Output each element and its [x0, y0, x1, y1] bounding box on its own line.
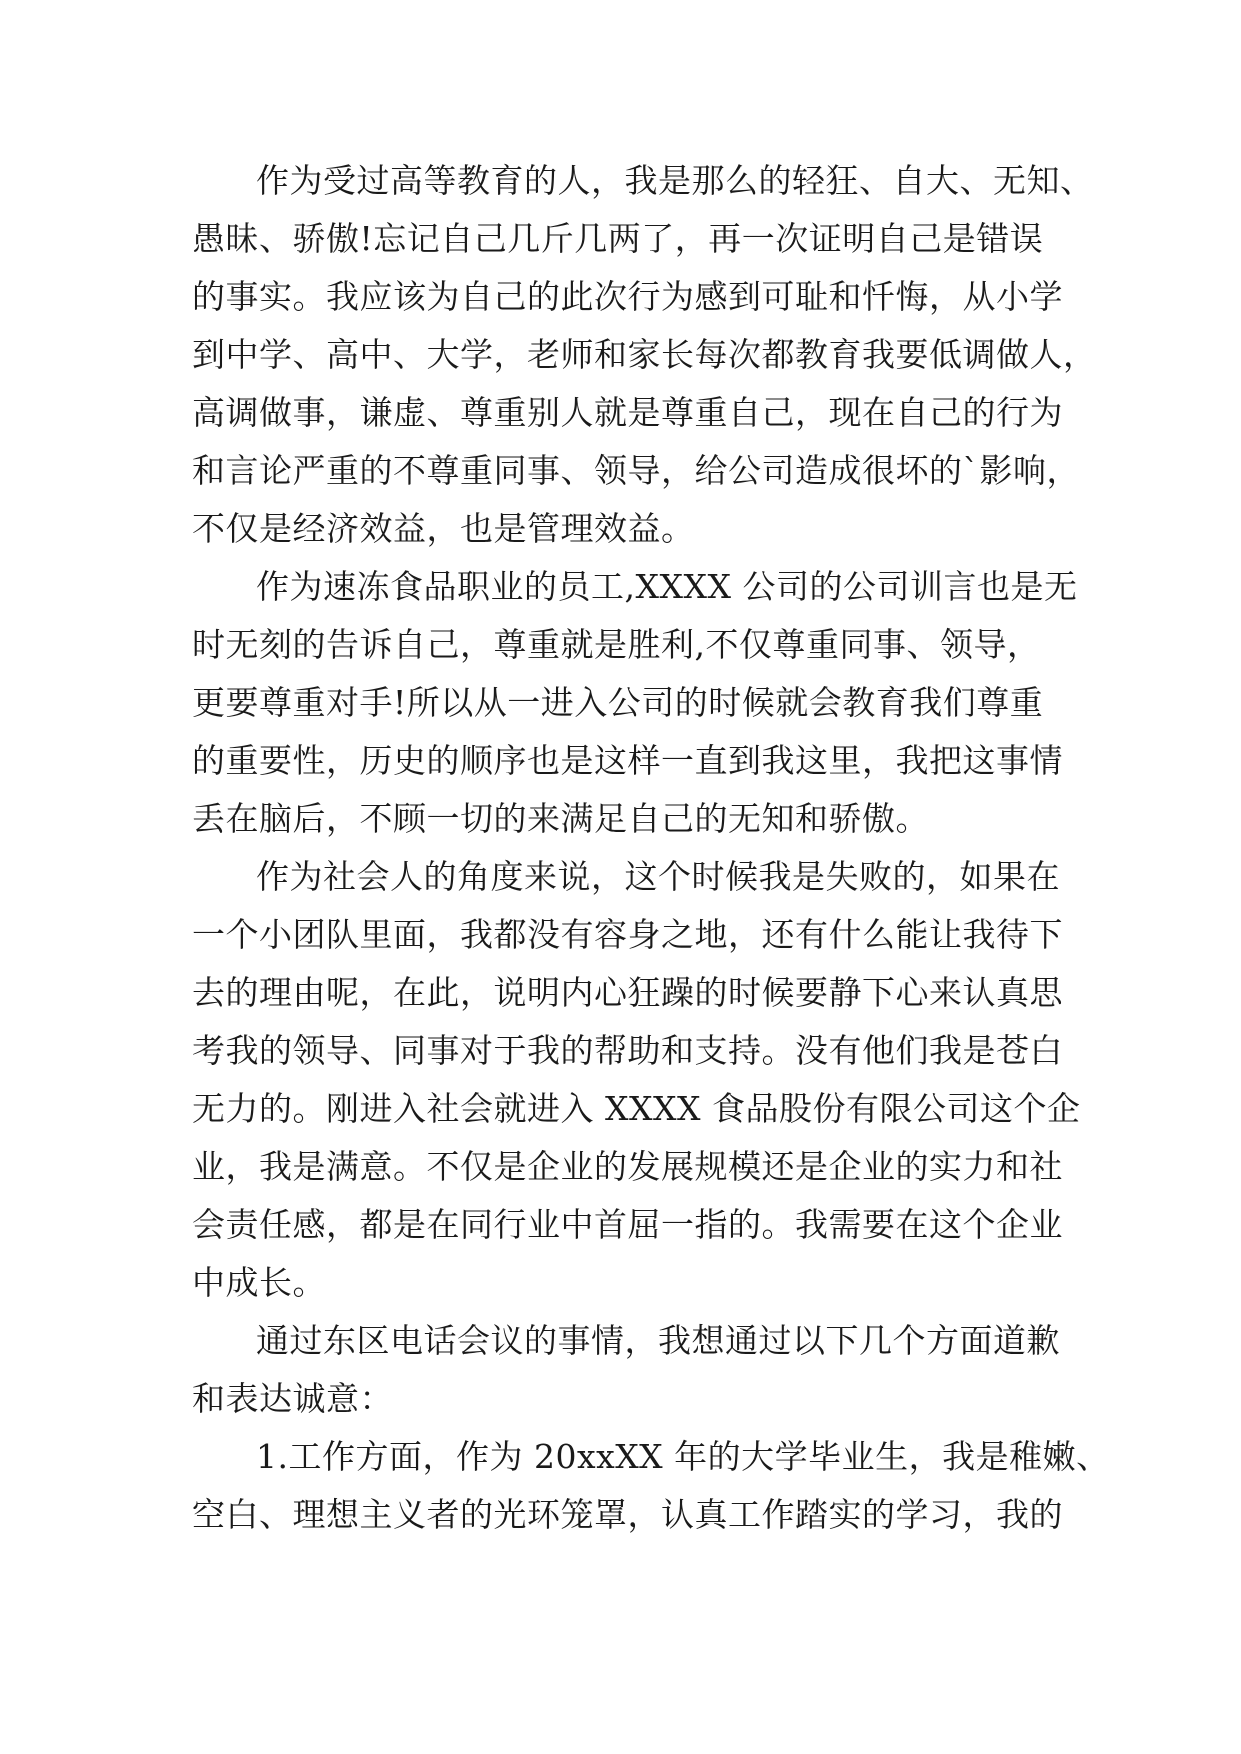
paragraph-3-line-2: 一个小团队里面，我都没有容身之地，还有什么能让我待下 — [192, 915, 1063, 954]
paragraph-1-line-1: 作为受过高等教育的人，我是那么的轻狂、自大、无知、 — [256, 161, 1094, 200]
paragraph-5-line-2: 空白、理想主义者的光环笼罩，认真工作踏实的学习，我的 — [192, 1495, 1063, 1534]
paragraph-2-line-2: 时无刻的告诉自己，尊重就是胜利,不仅尊重同事、领导， — [192, 625, 1041, 664]
paragraph-1-line-2: 愚昧、骄傲!忘记自己几斤几两了，再一次证明自己是错误 — [192, 219, 1044, 258]
paragraph-3-line-8: 中成长。 — [192, 1263, 326, 1302]
paragraph-2-line-5: 丢在脑后，不顾一切的来满足自己的无知和骄傲。 — [192, 799, 929, 838]
paragraph-3-line-1: 作为社会人的角度来说，这个时候我是失败的，如果在 — [256, 857, 1060, 896]
paragraph-3-line-5: 无力的。刚进入社会就进入 XXXX 食品股份有限公司这个企 — [192, 1089, 1081, 1128]
paragraph-1-line-4: 到中学、高中、大学，老师和家长每次都教育我要低调做人， — [192, 335, 1097, 374]
paragraph-3-line-4: 考我的领导、同事对于我的帮助和支持。没有他们我是苍白 — [192, 1031, 1063, 1070]
paragraph-2-line-4: 的重要性，历史的顺序也是这样一直到我这里，我把这事情 — [192, 741, 1063, 780]
paragraph-3-line-6: 业，我是满意。不仅是企业的发展规模还是企业的实力和社 — [192, 1147, 1063, 1186]
paragraph-4-line-1: 通过东区电话会议的事情，我想通过以下几个方面道歉 — [256, 1321, 1060, 1360]
paragraph-2-line-1: 作为速冻食品职业的员工,XXXX 公司的公司训言也是无 — [256, 567, 1078, 606]
paragraph-1-line-5: 高调做事，谦虚、尊重别人就是尊重自己，现在自己的行为 — [192, 393, 1063, 432]
paragraph-1-line-7: 不仅是经济效益，也是管理效益。 — [192, 509, 695, 548]
paragraph-1-line-6: 和言论严重的不尊重同事、领导，给公司造成很坏的`影响， — [192, 451, 1080, 490]
paragraph-3-line-3: 去的理由呢，在此，说明内心狂躁的时候要静下心来认真思 — [192, 973, 1063, 1012]
paragraph-2-line-3: 更要尊重对手!所以从一进入公司的时候就会教育我们尊重 — [192, 683, 1044, 722]
paragraph-5-line-1: 1.工作方面，作为 20xxXX 年的大学毕业生，我是稚嫩、 — [256, 1437, 1110, 1476]
paragraph-3-line-7: 会责任感，都是在同行业中首屈一指的。我需要在这个企业 — [192, 1205, 1063, 1244]
paragraph-4-line-2: 和表达诚意： — [192, 1379, 393, 1418]
paragraph-1-line-3: 的事实。我应该为自己的此次行为感到可耻和忏悔，从小学 — [192, 277, 1063, 316]
